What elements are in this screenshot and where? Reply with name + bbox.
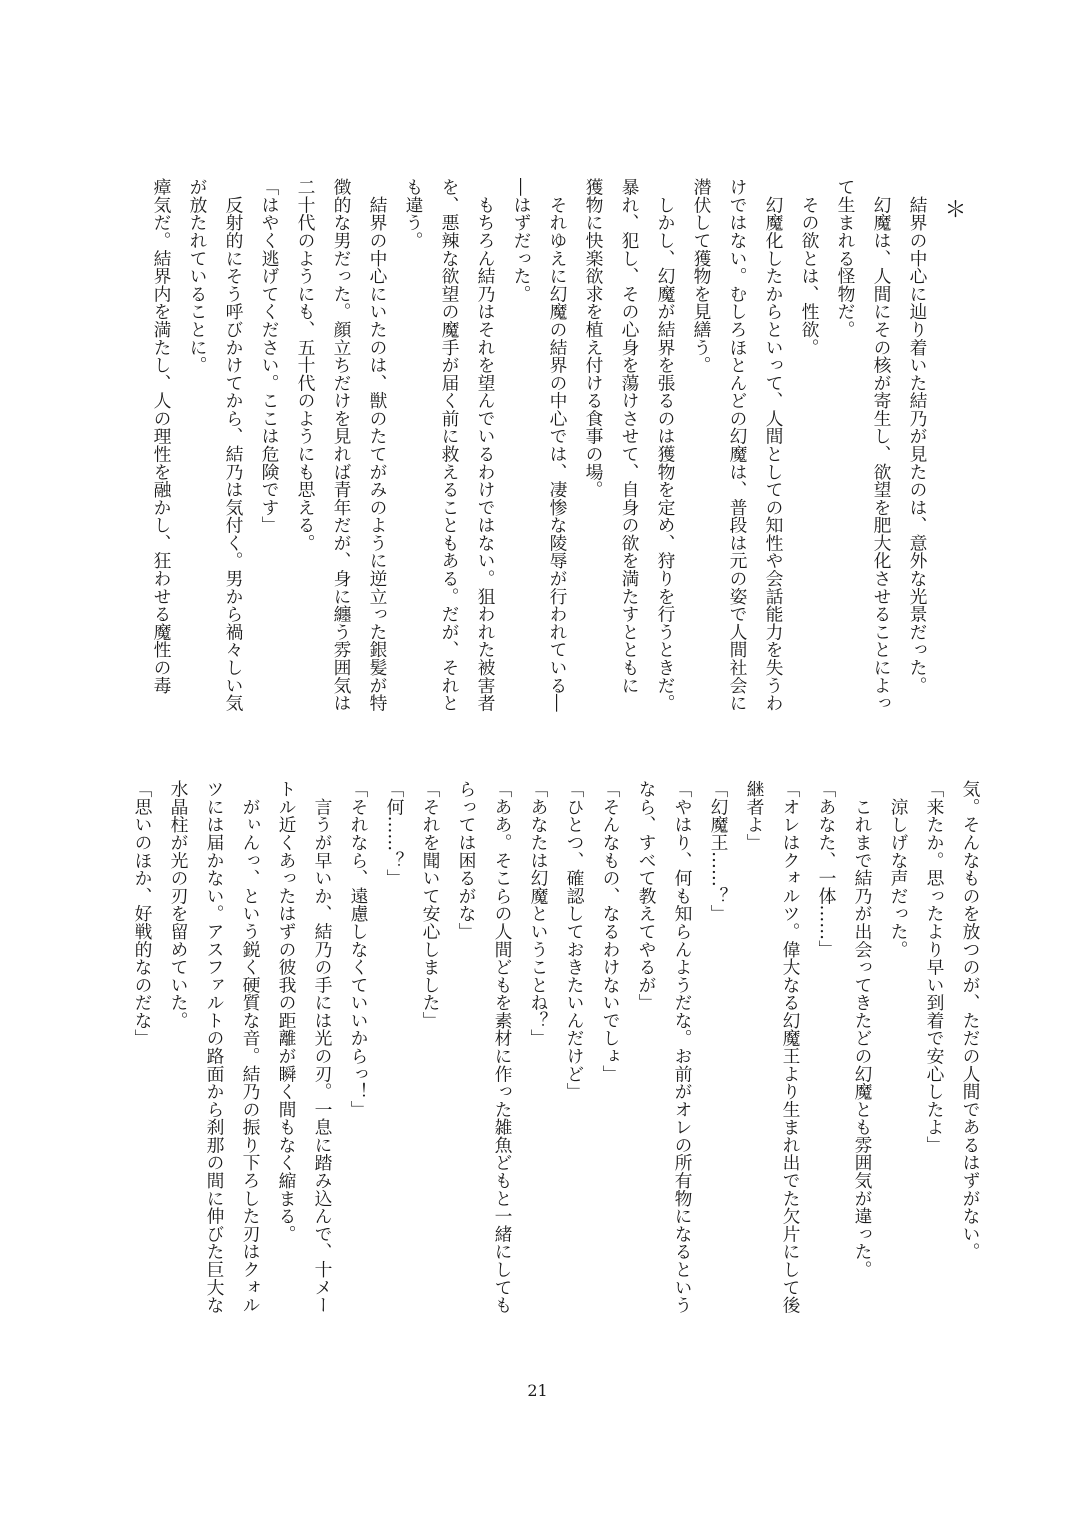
- text-line: 「ああ。そこらの人間どもを素材に作った雑魚どもと一緒にしても: [492, 780, 513, 1314]
- page-number: 21: [527, 1381, 548, 1400]
- text-line: 瘴気だ。結界内を満たし、人の理性を融かし、狂わせる魔性の毒: [151, 178, 172, 694]
- text-line: 結界の中心に辿り着いた結乃が見たのは、意外な光景だった。: [907, 178, 928, 694]
- text-line: 言うが早いか、結乃の手には光の刃。一息に踏み込んで、十メー: [312, 780, 333, 1314]
- section-break-asterisk: ＊: [941, 198, 966, 220]
- text-line: 「あなたは幻魔ということね？」: [528, 780, 549, 1047]
- text-line: トル近くあったはずの彼我の距離が瞬く間もなく縮まる。: [276, 780, 297, 1243]
- text-line: 「思いのほか、好戦的なのだな」: [132, 780, 153, 1047]
- text-line: 潜伏して獲物を見繕う。: [691, 178, 712, 374]
- text-line: 「そんなもの、なるわけないでしょ」: [600, 780, 621, 1083]
- text-line: て生まれる怪物だ。: [835, 178, 856, 339]
- text-line: 水晶柱が光の刃を留めていた。: [168, 780, 189, 1030]
- text-line: 「来たか。思ったより早い到着で安心したよ」: [924, 780, 945, 1154]
- text-line: 「何……？」: [384, 780, 405, 887]
- text-line: ―はずだった。: [511, 178, 532, 303]
- text-line: 二十代のようにも、五十代のようにも思える。: [295, 178, 316, 552]
- text-line: 「それなら、遠慮しなくていいからっ！」: [348, 780, 369, 1119]
- text-line: 暴れ、犯し、その心身を蕩けさせて、自身の欲を満たすとともに: [619, 178, 640, 694]
- text-line: しかし、幻魔が結界を張るのは獲物を定め、狩りを行うときだ。: [655, 178, 676, 712]
- text-line: 幻魔は、人間にその核が寄生し、欲望を肥大化させることによっ: [871, 178, 892, 712]
- text-line: 「やはり、何も知らんようだな。お前がオレの所有物になるという: [672, 780, 693, 1314]
- text-line: 反射的にそう呼びかけてから、結乃は気付く。男から禍々しい気: [223, 178, 244, 712]
- text-line: 「幻魔王……？」: [708, 780, 729, 923]
- text-line: 「あなた、一体……」: [816, 780, 837, 958]
- text-line: 徴的な男だった。顔立ちだけを見れば青年だが、身に纏う雰囲気は: [331, 178, 352, 712]
- lower-text-block: [124, 780, 988, 1325]
- text-line: それゆえに幻魔の結界の中心では、凄惨な陵辱が行われている―: [547, 178, 568, 712]
- text-line: これまで結乃が出会ってきたどの幻魔とも雰囲気が違った。: [852, 780, 873, 1279]
- text-line: 涼しげな声だった。: [888, 780, 909, 958]
- text-line: なら、すべて教えてやるが」: [636, 780, 657, 1012]
- text-line: 結界の中心にいたのは、獣のたてがみのように逆立った銀髪が特: [367, 178, 388, 712]
- text-line: らっては困るがな」: [456, 780, 477, 941]
- text-line: 「はやく逃げてください。ここは危険です」: [259, 178, 280, 534]
- text-line: 継者よ」: [744, 780, 765, 852]
- text-line: もちろん結乃はそれを望んでいるわけではない。狙われた被害者: [475, 178, 496, 712]
- text-line: ツには届かない。アスファルトの路面から刹那の間に伸びた巨大な: [204, 780, 225, 1314]
- text-line: 「それを聞いて安心しました」: [420, 780, 441, 1030]
- text-line: 獲物に快楽欲求を植え付ける食事の場。: [583, 178, 604, 499]
- text-line: がぃんっ、という鋭く硬質な音。結乃の振り下ろした刃はクォル: [240, 780, 261, 1314]
- text-line: が放たれていることに。: [187, 178, 208, 374]
- text-line: 気。そんなものを放つのが、ただの人間であるはずがない。: [960, 780, 981, 1261]
- text-line: 「ひとつ、確認しておきたいんだけど」: [564, 780, 585, 1101]
- text-line: も違う。: [403, 178, 424, 250]
- text-line: 幻魔化したからといって、人間としての知性や会話能力を失うわ: [763, 178, 784, 712]
- upper-text-block: [143, 178, 971, 723]
- text-line: を、悪辣な欲望の魔手が届く前に救えることもある。だが、それと: [439, 178, 460, 712]
- text-line: けではない。むしろほとんどの幻魔は、普段は元の姿で人間社会に: [727, 178, 748, 712]
- text-line: 「オレはクォルツ。偉大なる幻魔王より生まれ出でた欠片にして後: [780, 780, 801, 1314]
- text-line: その欲とは、性欲。: [799, 178, 820, 356]
